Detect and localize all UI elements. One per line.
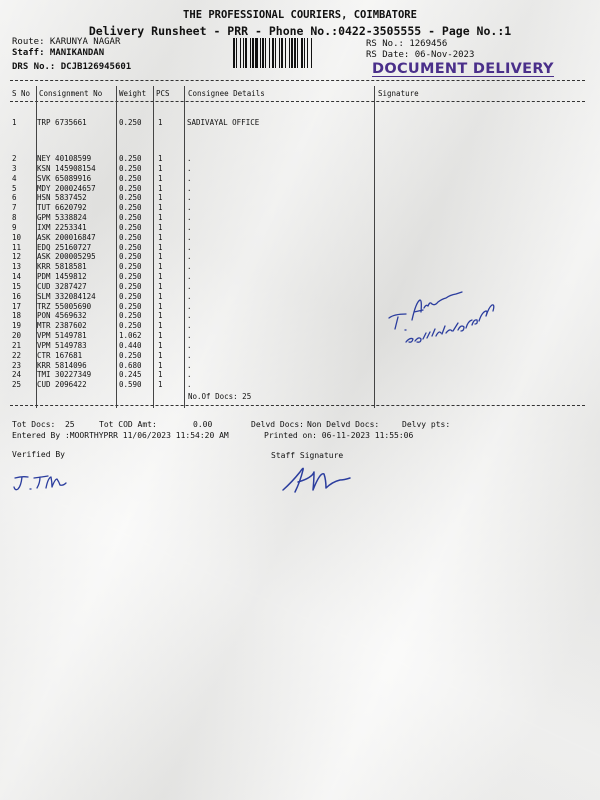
weight-value: 0.250 xyxy=(119,232,142,242)
row-number: 24 xyxy=(12,370,22,380)
row-number: 14 xyxy=(12,272,22,282)
weight-value: 0.250 xyxy=(119,301,142,311)
consignment-number: SVK 65089916 xyxy=(37,173,92,183)
weight-value: 0.250 xyxy=(119,222,142,232)
row-number: 1 xyxy=(12,118,17,127)
consignment-number: ASK 200005295 xyxy=(37,252,96,262)
consignee-details: SADIVAYAL OFFICE xyxy=(187,118,260,127)
consignee-details: . xyxy=(187,301,192,311)
table-row xyxy=(0,164,600,174)
divider xyxy=(10,101,585,102)
table-row xyxy=(0,118,600,128)
row-number: 17 xyxy=(12,301,22,311)
rs-number: RS No.: 1269456 xyxy=(366,39,448,49)
consignment-number: TUT 6620792 xyxy=(37,203,87,213)
consignee-details: . xyxy=(187,370,192,380)
row-number: 10 xyxy=(12,232,22,242)
table-row xyxy=(0,252,600,262)
consignment-number: CUD 3287427 xyxy=(37,281,87,291)
table-row xyxy=(0,213,600,223)
consignee-details: . xyxy=(187,203,192,213)
column-header-signature: Signature xyxy=(378,89,419,98)
total-cod-amount: 0.00 xyxy=(193,420,213,429)
row-number: 7 xyxy=(12,203,17,213)
row-number: 12 xyxy=(12,252,22,262)
weight-value: 0.250 xyxy=(119,281,142,291)
pieces-count: 1 xyxy=(158,222,163,232)
weight-value: 0.440 xyxy=(119,340,142,350)
consignment-number: CUD 2096422 xyxy=(37,380,87,390)
printed-on: Printed on: 06-11-2023 11:55:06 xyxy=(264,431,414,440)
consignee-details: . xyxy=(187,291,192,301)
weight-value: 0.250 xyxy=(119,173,142,183)
consignee-details: . xyxy=(187,340,192,350)
table-row xyxy=(0,233,600,243)
weight-value: 0.250 xyxy=(119,213,142,223)
consignee-details: . xyxy=(187,242,192,252)
runsheet-title: Delivery Runsheet - PRR - Phone No.:0422-3505555 - Page No.:1 xyxy=(88,24,512,38)
consignment-number: NEY 40108599 xyxy=(37,154,92,163)
weight-value: 0.590 xyxy=(119,380,142,390)
pieces-count: 1 xyxy=(158,291,163,301)
weight-value: 0.250 xyxy=(119,272,142,282)
document-delivery-stamp: DOCUMENT DELIVERY xyxy=(372,61,554,77)
row-number: 23 xyxy=(12,360,22,370)
company-name: THE PROFESSIONAL COURIERS, COIMBATORE xyxy=(183,9,417,21)
pieces-count: 1 xyxy=(158,331,163,341)
consignment-number: KRR 5814096 xyxy=(37,360,87,370)
row-number: 4 xyxy=(12,173,17,183)
weight-value: 0.250 xyxy=(119,203,142,213)
consignment-number: CTR 167681 xyxy=(37,350,83,360)
consignment-number: VPM 5149783 xyxy=(37,340,87,350)
pieces-count: 1 xyxy=(158,340,163,350)
weight-value: 0.250 xyxy=(119,262,142,272)
row-number: 18 xyxy=(12,311,22,321)
weight-value: 0.250 xyxy=(119,291,142,301)
pieces-count: 1 xyxy=(158,154,163,163)
row-number: 13 xyxy=(12,262,22,272)
weight-value: 1.062 xyxy=(119,331,142,341)
divider xyxy=(10,405,585,406)
pieces-count: 1 xyxy=(158,203,163,213)
pieces-count: 1 xyxy=(158,183,163,193)
table-row xyxy=(0,243,600,253)
consignee-details: . xyxy=(187,252,192,262)
weight-value: 0.250 xyxy=(119,154,142,163)
consignee-details: . xyxy=(187,331,192,341)
pieces-count: 1 xyxy=(158,380,163,390)
row-number: 8 xyxy=(12,213,17,223)
consignment-number: TMI 30227349 xyxy=(37,370,92,380)
non-delivered-docs: Non Delvd Docs: xyxy=(307,420,380,429)
consignee-details: . xyxy=(187,183,192,193)
consignment-number: EDQ 25160727 xyxy=(37,242,92,252)
pieces-count: 1 xyxy=(158,272,163,282)
row-number: 2 xyxy=(12,154,17,163)
staff-label: Staff: MANIKANDAN xyxy=(12,48,105,58)
row-number: 11 xyxy=(12,242,22,252)
pieces-count: 1 xyxy=(158,118,163,127)
consignee-details: . xyxy=(187,163,192,173)
row-number: 16 xyxy=(12,291,22,301)
consignment-number: HSN 5837452 xyxy=(37,193,87,203)
divider xyxy=(10,80,585,81)
row-number: 22 xyxy=(12,350,22,360)
consignment-number: ASK 200016847 xyxy=(37,232,96,242)
weight-value: 0.250 xyxy=(119,163,142,173)
consignment-number: PON 4569632 xyxy=(37,311,87,321)
consignee-details: . xyxy=(187,321,192,331)
consignee-details: . xyxy=(187,222,192,232)
consignment-number: KRR 5818581 xyxy=(37,262,87,272)
entered-by: Entered By :MOORTHYPRR 11/06/2023 11:54:20 AM xyxy=(12,431,229,440)
total-docs: Tot Docs: 25 xyxy=(12,420,75,429)
pieces-count: 1 xyxy=(158,262,163,272)
weight-value: 0.250 xyxy=(119,350,142,360)
row-number: 6 xyxy=(12,193,17,203)
column-header-sno: S No xyxy=(12,89,31,98)
consignment-number: KSN 145908154 xyxy=(37,163,96,173)
consignment-number: GPM 5338824 xyxy=(37,213,87,223)
column-header-details: Consignee Details xyxy=(188,89,265,98)
consignee-details: . xyxy=(187,154,192,163)
row-number: 9 xyxy=(12,222,17,232)
column-header-weight: Weight xyxy=(119,89,147,98)
verified-by-signature xyxy=(10,470,70,496)
staff-signature xyxy=(280,460,360,500)
consignment-number: PDM 1459812 xyxy=(37,272,87,282)
table-row xyxy=(0,184,600,194)
table-row xyxy=(0,174,600,184)
pieces-count: 1 xyxy=(158,193,163,203)
consignee-details: . xyxy=(187,311,192,321)
weight-value: 0.245 xyxy=(119,370,142,380)
consignment-number: TRP 6735661 xyxy=(37,118,87,127)
rs-date: RS Date: 06-Nov-2023 xyxy=(366,50,475,60)
staff-signature-label: Staff Signature xyxy=(271,451,344,460)
pieces-count: 1 xyxy=(158,252,163,262)
barcode xyxy=(233,38,359,68)
pieces-count: 1 xyxy=(158,173,163,183)
total-cod-label: Tot COD Amt: xyxy=(99,420,157,429)
verified-by-label: Verified By xyxy=(12,450,65,459)
pieces-count: 1 xyxy=(158,213,163,223)
consignment-number: SLM 332084124 xyxy=(37,291,96,301)
row-number: 19 xyxy=(12,321,22,331)
consignee-details: . xyxy=(187,380,192,390)
column-header-consignment: Consignment No xyxy=(39,89,103,98)
table-row xyxy=(0,223,600,233)
table-row xyxy=(0,193,600,203)
consignee-details: . xyxy=(187,173,192,183)
consignment-number: IXM 2253341 xyxy=(37,222,87,232)
weight-value: 0.250 xyxy=(119,242,142,252)
route-label: Route: KARUNYA NAGAR xyxy=(12,37,121,47)
weight-value: 0.250 xyxy=(119,193,142,203)
weight-value: 0.250 xyxy=(119,311,142,321)
table-row xyxy=(0,262,600,272)
receiver-handwriting xyxy=(382,276,522,356)
pieces-count: 1 xyxy=(158,163,163,173)
column-header-pcs: PCS xyxy=(156,89,170,98)
row-number: 21 xyxy=(12,340,22,350)
row-number: 25 xyxy=(12,380,22,390)
consignee-details: . xyxy=(187,232,192,242)
table-row xyxy=(0,203,600,213)
table-row xyxy=(0,154,600,164)
pieces-count: 1 xyxy=(158,301,163,311)
consignee-details: . xyxy=(187,350,192,360)
row-number: 3 xyxy=(12,163,17,173)
no-of-docs: No.Of Docs: 25 xyxy=(188,392,252,401)
consignment-number: TRZ 55005690 xyxy=(37,301,92,311)
consignment-number: MTR 2387602 xyxy=(37,321,87,331)
pieces-count: 1 xyxy=(158,370,163,380)
row-number: 15 xyxy=(12,281,22,291)
consignment-number: MDY 200024657 xyxy=(37,183,96,193)
consignee-details: . xyxy=(187,193,192,203)
consignee-details: . xyxy=(187,272,192,282)
delivered-docs: Delvd Docs: xyxy=(251,420,304,429)
weight-value: 0.250 xyxy=(119,252,142,262)
pieces-count: 1 xyxy=(158,281,163,291)
row-number: 5 xyxy=(12,183,17,193)
table-row xyxy=(0,370,600,380)
weight-value: 0.680 xyxy=(119,360,142,370)
pieces-count: 1 xyxy=(158,311,163,321)
weight-value: 0.250 xyxy=(119,118,142,127)
consignee-details: . xyxy=(187,213,192,223)
consignee-details: . xyxy=(187,360,192,370)
delivery-points: Delvy pts: xyxy=(402,420,451,429)
pieces-count: 1 xyxy=(158,321,163,331)
consignee-details: . xyxy=(187,281,192,291)
table-row xyxy=(0,361,600,371)
consignment-number: VPM 5149781 xyxy=(37,331,87,341)
pieces-count: 1 xyxy=(158,242,163,252)
drs-number: DRS No.: DCJB126945601 xyxy=(12,62,132,72)
table-row xyxy=(0,380,600,390)
weight-value: 0.250 xyxy=(119,321,142,331)
pieces-count: 1 xyxy=(158,232,163,242)
pieces-count: 1 xyxy=(158,360,163,370)
weight-value: 0.250 xyxy=(119,183,142,193)
row-number: 20 xyxy=(12,331,22,341)
consignee-details: . xyxy=(187,262,192,272)
pieces-count: 1 xyxy=(158,350,163,360)
